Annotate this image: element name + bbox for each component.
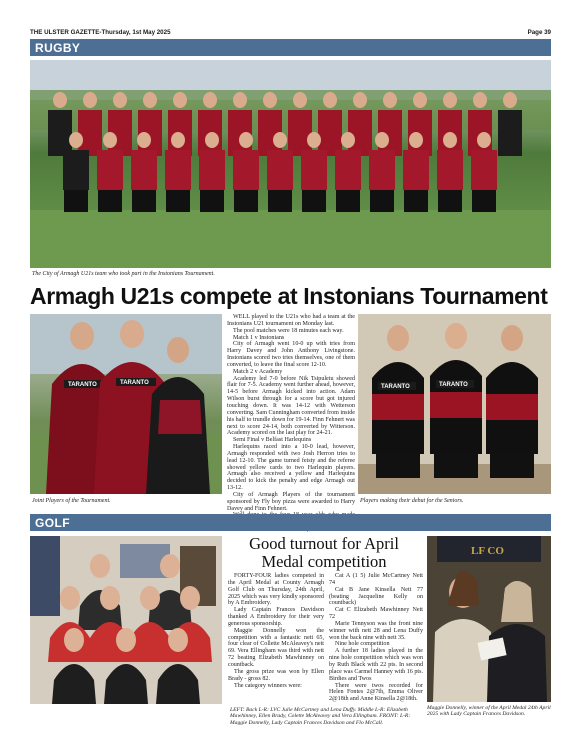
article-paragraph: Cat C Elizabeth Mawhinney Nett 72 bbox=[329, 607, 423, 621]
player-figure bbox=[468, 110, 492, 156]
player-figure bbox=[166, 190, 190, 212]
player-figure bbox=[267, 150, 293, 190]
rugby-team-photo bbox=[30, 60, 551, 268]
article-paragraph: FORTY-FOUR ladies competed in the April Medal at County Armagh Golf Club on Thursday, 24th April, 2025 which was very kindly sponsored by A Embroidery. bbox=[228, 573, 324, 607]
player-figure bbox=[234, 190, 258, 212]
page-number: Page 39 bbox=[527, 28, 551, 36]
golfer-figure bbox=[140, 586, 160, 610]
player-figure bbox=[53, 92, 67, 108]
article-paragraph: Maggie Donnelly won the competition with a fantastic nett 65, four clear of Collette McAleavey's nett 69. Vera Ellingham was third with nett 72 beating Elizabeth Mawhinney on countback. bbox=[228, 627, 324, 668]
player-figure bbox=[63, 150, 89, 190]
article-paragraph: Academy led 7-0 before Nik Tsipuletu showed flair for 7-5. Academy went further ahead, however, 14-5 before Armagh kicked into action. Adam Wilson burst through for a score but got injured touching down. It was 14-12 with Wetterson converting. Sam Cunningham converted from inside his half to trundle down for 19-14. Finn Fehnert was next to score 24-14, both converted by Witterson. Academy scored on the last play for 24-21. bbox=[227, 375, 355, 437]
golf-article-column-1 bbox=[228, 573, 324, 705]
joint-players-caption: Joint Players of the Tournament. bbox=[32, 498, 111, 504]
player-figure bbox=[409, 132, 423, 148]
golfer-figure bbox=[90, 554, 110, 578]
player-figure bbox=[443, 132, 457, 148]
golf-section-label: GOLF bbox=[35, 515, 70, 530]
player-figure bbox=[477, 132, 491, 148]
medal-winner-illustration bbox=[427, 536, 551, 702]
player-figure bbox=[203, 92, 217, 108]
golfer-figure bbox=[116, 628, 136, 652]
rugby-section-header bbox=[30, 39, 551, 56]
article-paragraph: The gross prize was won by Ellen Brady - gross 82. bbox=[228, 668, 324, 682]
player-figure bbox=[199, 150, 225, 190]
player-figure bbox=[205, 132, 219, 148]
article-paragraph: Cat A (1 5) Julie McCartney Nett 74 bbox=[329, 573, 423, 586]
player-figure bbox=[473, 92, 487, 108]
joint-players-photo bbox=[30, 314, 222, 494]
player-figure bbox=[173, 92, 187, 108]
golfer-figure bbox=[168, 628, 188, 652]
player-figure bbox=[171, 132, 185, 148]
player-figure bbox=[353, 92, 367, 108]
player-figure bbox=[233, 150, 259, 190]
player-figure bbox=[323, 92, 337, 108]
golf-section-header bbox=[30, 514, 551, 531]
golf-group-illustration bbox=[30, 536, 222, 704]
player-figure bbox=[369, 150, 395, 190]
masthead bbox=[30, 27, 551, 37]
debut-players-illustration bbox=[358, 314, 551, 494]
player-figure bbox=[335, 150, 361, 190]
player-figure bbox=[413, 92, 427, 108]
player-figure bbox=[503, 92, 517, 108]
player-figure bbox=[403, 150, 429, 190]
player-figure bbox=[131, 150, 157, 190]
player-figure bbox=[103, 132, 117, 148]
player-figure bbox=[336, 190, 360, 212]
medal-winner-photo bbox=[427, 536, 551, 702]
rugby-article bbox=[227, 314, 355, 510]
article-paragraph: Lady Captain Frances Davidson thanked A Embroidery for their very generous sponsorship. bbox=[228, 607, 324, 627]
player-figure bbox=[64, 190, 88, 212]
player-figure bbox=[318, 110, 342, 156]
team-photo-caption: The City of Armagh U21s team who took part in the Instonians Tournament. bbox=[32, 271, 215, 277]
jersey-sponsor-2: TARANTO bbox=[120, 380, 149, 386]
masthead-title: THE ULSTER GAZETTE-Thursday, 1st May 2025 bbox=[30, 28, 171, 36]
player-figure bbox=[263, 92, 277, 108]
player-figure bbox=[233, 92, 247, 108]
article-paragraph: Match 1 v Instonians bbox=[233, 334, 285, 341]
article-paragraph: Marie Tennyson was the front nine winner with nett 28 and Lena Duffy won the back nine with nett 35. bbox=[329, 620, 423, 641]
golfer-figure bbox=[180, 586, 200, 610]
golf-group-photo bbox=[30, 536, 222, 704]
club-banner-text: LF CO bbox=[471, 545, 504, 557]
player-figure bbox=[443, 92, 457, 108]
golfer-figure bbox=[60, 586, 80, 610]
player-figure bbox=[137, 132, 151, 148]
player-figure bbox=[98, 190, 122, 212]
player-figure bbox=[132, 190, 156, 212]
player-figure bbox=[113, 92, 127, 108]
player-figure bbox=[69, 132, 83, 148]
player-figure bbox=[301, 150, 327, 190]
player-figure bbox=[268, 190, 292, 212]
debut-players-caption: Players making their debut for the Seniors. bbox=[360, 498, 464, 504]
article-paragraph: A further 18 ladies played in the nine hole competition which was won by Ruth Black with 22 pts. In second place was Carmel Hanney with 16 pts. Birdies and Twos bbox=[329, 648, 423, 682]
article-paragraph: Match 2 v Academy bbox=[233, 368, 283, 375]
article-paragraph: There were twos recorded for Helen Fontes 2@7th, Emma Oliver 2@18th and Anne Kinsella 2@18th. bbox=[329, 682, 423, 703]
player-figure bbox=[307, 132, 321, 148]
player-figure bbox=[78, 110, 102, 156]
article-paragraph: The pool matches were 18 minutes each way. bbox=[233, 327, 344, 334]
article-paragraph: Semi Final v Belfast Harlequins bbox=[233, 437, 312, 444]
article-paragraph: City of Armagh went 10-0 up with tries from Harry Davey and John Anthony Livingstone. Instonians scored two tries themselves, one of them converted, to leave the final score 12-10. bbox=[227, 341, 355, 368]
article-paragraph: Nine hole competition bbox=[335, 641, 390, 648]
golf-headline: Good turnout for April Medal competition bbox=[249, 534, 399, 571]
player-figure bbox=[438, 190, 462, 212]
player-figure bbox=[471, 150, 497, 190]
golf-group-caption: LEFT: Back L-R: LVC Julie McCartney and Lena Duffy. Middle L-R: Elizabeth Mawhinney, Ellen Brady, Colette McAleavey and Vera Ellingham. FRONT: L-R: Maggie Donnelly, Lady Captain Frances Davidson and Flo McCall. bbox=[230, 707, 411, 726]
rugby-section-label: RUGBY bbox=[35, 40, 81, 55]
rugby-headline: Armagh U21s compete at Instonians Tournament bbox=[30, 283, 548, 309]
article-paragraph: Cat B Jane Kinsella Nett 77 (beating Jacqueline Kelly on countback) bbox=[329, 586, 423, 607]
player-figure bbox=[408, 110, 432, 156]
golfer-figure bbox=[64, 628, 84, 652]
article-paragraph: The category winners were: bbox=[234, 682, 302, 689]
medal-winner-caption: Maggie Donnelly, winner of the April Medal 24th April 2025 with Lady Captain Frances Davidson. bbox=[427, 705, 551, 718]
joint-players-illustration bbox=[30, 314, 222, 494]
player-figure bbox=[404, 190, 428, 212]
player-figure bbox=[239, 132, 253, 148]
player-figure bbox=[498, 110, 522, 156]
player-figure bbox=[83, 92, 97, 108]
player-figure bbox=[200, 190, 224, 212]
player-figure bbox=[288, 110, 312, 156]
player-figure bbox=[293, 92, 307, 108]
player-figure bbox=[97, 150, 123, 190]
golfer-figure bbox=[160, 554, 180, 578]
article-paragraph: Harlequins raced into a 10-0 lead, however, Armagh responded with two Josh Herron tries to lead 12-10. The game turned feisty and the referee showed yellow cards to two Harlequin players. Armagh also received a yellow and Harlequins decided to kick the penalty and edge Armagh out 13-12. bbox=[227, 444, 355, 492]
jersey-sponsor-3: TARANTO bbox=[381, 384, 410, 390]
player-figure bbox=[472, 190, 496, 212]
golfer-figure bbox=[100, 586, 120, 610]
player-figure bbox=[348, 110, 372, 156]
player-figure bbox=[437, 150, 463, 190]
player-figure bbox=[48, 110, 72, 156]
player-figure bbox=[302, 190, 326, 212]
article-paragraph: WELL played to the U21s who had a team at the Instonians U21 tournament on Monday last. bbox=[227, 314, 355, 327]
debut-players-photo bbox=[358, 314, 551, 494]
article-paragraph: City of Armagh Players of the tournament sponsored by Fly boy pizza were awarded to Harry Davey and Finn Fehnert. bbox=[227, 491, 355, 512]
player-figure bbox=[370, 190, 394, 212]
player-figure bbox=[273, 132, 287, 148]
jersey-sponsor-1: TARANTO bbox=[68, 382, 97, 388]
rugby-team-illustration bbox=[30, 60, 551, 268]
jersey-sponsor-4: TARANTO bbox=[439, 382, 468, 388]
player-figure bbox=[165, 150, 191, 190]
player-figure bbox=[375, 132, 389, 148]
player-figure bbox=[383, 92, 397, 108]
golf-article-column-2 bbox=[329, 573, 423, 705]
player-figure bbox=[341, 132, 355, 148]
player-figure bbox=[143, 92, 157, 108]
